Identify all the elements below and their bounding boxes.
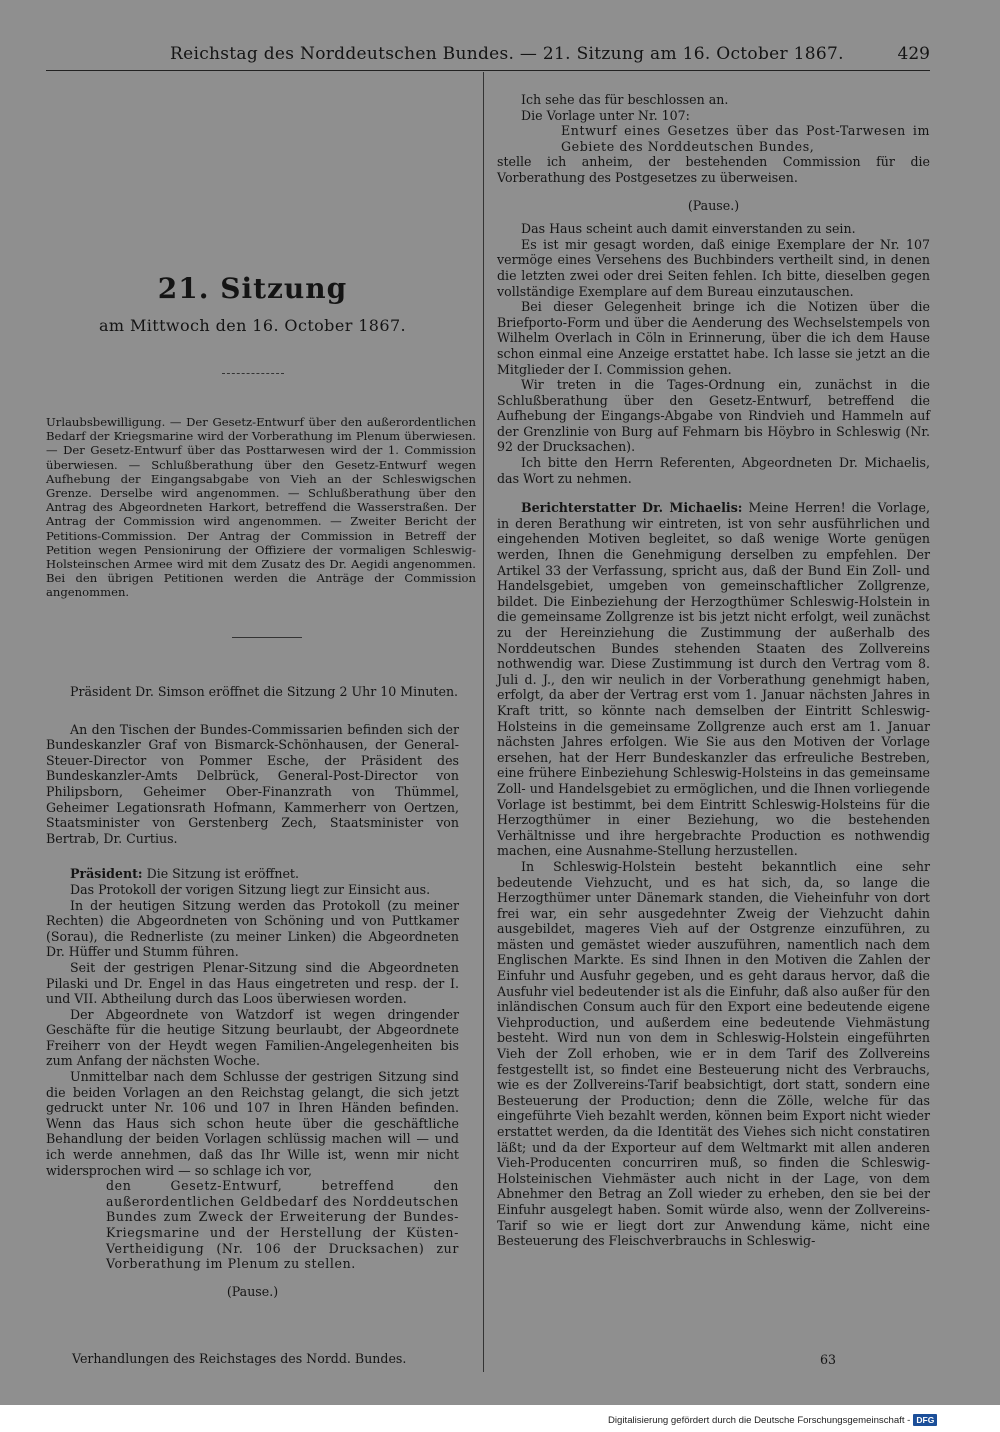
speaker-label: Präsident:	[70, 866, 143, 882]
proposals-paragraph: Unmittelbar nach dem Schlusse der gestrigen Sitzung sind die beiden Vorlagen an den Reichstag gelangt, die sich jetzt gedruckt unter Nr. 106 und 107 in Ihren Händen befinden. Wenn das Haus sich schon heute über die geschäftliche Behandlung der beiden Vorlagen schlüssig machen will — und ich werde annehmen, daß das Ihr Wille ist, wenn mir nicht widersprochen wird — so schlage ich vor,	[46, 1069, 459, 1178]
dfg-logo: DFG	[913, 1414, 937, 1426]
agenda-paragraph: Wir treten in die Tages-Ordnung ein, zunächst in die Schlußberathung über den Gesetz-Entwurf, betreffend die Aufhebung der Eingangs-Abgabe von Rindvieh und Hammeln auf der Grenzlinie von Burg auf Fehmarn bis Höybro in Schleswig (Nr. 92 der Drucksachen).	[497, 377, 930, 455]
notices-paragraph: Bei dieser Gelegenheit bringe ich die Notizen über die Briefporto-Form und über die Aenderung des Wechselstempels von Wilhelm Overlach in Cöln in Erinnerung, über die ich dem Hause schon einmal eine Anzeige erstattet habe. Ich lasse sie jetzt an die Mitglieder der I. Commission gehen.	[497, 299, 930, 377]
president-text: Die Sitzung ist eröffnet.	[142, 866, 300, 882]
pause-left: (Pause.)	[226, 1283, 279, 1299]
right-column	[497, 92, 930, 1249]
header-title: Reichstag des Norddeutschen Bundes. — 21. Sitzung am 16. October 1867.	[170, 44, 844, 64]
copies-paragraph: Es ist mir gesagt worden, daß einige Exemplare der Nr. 107 vermöge eines Versehens des Buchbinders vertheilt sind, in denen die letzten zwei oder drei Seiten fehlen. Ich bitte, dieselben gegen vollständige Exemplare auf dem Bureau einzutauschen.	[497, 236, 930, 299]
header-rule	[46, 70, 930, 71]
reporter-paragraph	[497, 500, 930, 859]
column-divider	[483, 72, 484, 1372]
running-header	[170, 44, 930, 70]
sheet-signature: 63	[820, 1352, 837, 1367]
president-paragraph	[46, 866, 459, 882]
new-members-paragraph: Seit der gestrigen Plenar-Sitzung sind die Abgeordneten Pilaski und Dr. Engel in das Haus eingetreten und resp. der I. und VII. Abtheilung durch das Loos überwiesen worden.	[46, 959, 459, 1007]
summary-rule	[232, 637, 302, 638]
opening-paragraph: Präsident Dr. Simson eröffnet die Sitzung 2 Uhr 10 Minuten.	[70, 684, 459, 699]
referent-paragraph: Ich bitte den Herrn Referenten, Abgeordneten Dr. Michaelis, das Wort zu nehmen.	[497, 455, 930, 486]
bill-106-paragraph: den Gesetz-Entwurf, betreffend den außerordentlichen Geldbedarf des Norddeutschen Bundes zum Zweck der Erweiterung der Bundes-Kriegsmarine und der Herstellung der Küsten-Vertheidigung (Nr. 106 der Drucksachen) zur Vorberathung im Plenum zu stellen.	[106, 1178, 459, 1272]
credit-text: Digitalisierung gefördert durch die Deutsche Forschungsgemeinschaft -	[608, 1415, 911, 1426]
pause-right: (Pause.)	[687, 197, 740, 213]
page-number: 429	[897, 44, 930, 64]
secretaries-paragraph: In der heutigen Sitzung werden das Protokoll (zu meiner Rechten) die Abgeordneten von Schöning und von Puttkamer (Sorau), die Rednerliste (zu meiner Linken) die Abgeordneten Dr. Hüffer und Stumm führen.	[46, 897, 459, 960]
leave-paragraph: Der Abgeordnete von Watzdorf ist wegen dringender Geschäfte für die heutige Sitzung beurlaubt, der Abgeordnete Freiherr von der Heydt wegen Familien-Angelegenheiten bis zum Anfang der nächsten Woche.	[46, 1006, 459, 1069]
agreement-paragraph: Das Haus scheint auch damit einverstanden zu sein.	[521, 221, 856, 237]
session-title: 21. Sitzung	[157, 272, 348, 305]
bill-107-title: Entwurf eines Gesetzes über das Post-Tarwesen im Gebiete des Norddeutschen Bundes,	[561, 123, 930, 154]
livestock-paragraph: In Schleswig-Holstein besteht bekanntlich eine sehr bedeutende Viehzucht, und es hat sich, da, so lange die Herzogthümer unter Dänemark standen, die Vieheinfuhr von dort frei war, ein sehr ausgedehnter Zweig der Viehzucht dahin ausgebildet, mageres Vieh auf der Ostgrenze einzuführen, zu mästen und gemästet wieder auszuführen, namentlich nach dem Englischen Markte. Es sind Ihnen in den Motiven die Zahlen der Einfuhr und Ausfuhr gegeben, und es geht daraus hervor, daß die Ausfuhr viel bedeutender ist als die Einfuhr, daß also außer für den inländischen Consum auch für den Export eine bedeutende eigene Viehproduction, und außerdem eine bedeutende Viehmästung besteht. Wird nun von dem in Schleswig-Holstein eingeführten Vieh der Zoll erhoben, wie er in dem Tarif des Zollvereins festgestellt ist, so findet eine Besteuerung nicht des Verbrauchs, wie es der Zollvereins-Tarif beabsichtigt, dort statt, sondern eine Besteuerung der Production; denn die Zölle, welche für das eingeführte Vieh bezahlt werden, können beim Export nicht wieder erstattet werden, da die Identität des Viehes sich nicht constatiren läßt; und da der Exporteur auf dem Weltmarkt mit allen anderen Vieh-Producenten concurriren muß, so finden die Schleswig-Holsteinischen Viehmäster auch nicht in der Lage, von dem Abnehmer den Betrag an Zoll wieder zu erheben, den sie bei der Einfuhr ausgelegt haben. Somit würde also, wenn der Zollvereins-Tarif so wie er liegt dort zur Anwendung käme, nicht eine Besteuerung des Fleischverbrauchs in Schleswig-	[497, 858, 930, 1249]
page-footer: Verhandlungen des Reichstages des Nordd. Bundes.	[72, 1351, 407, 1366]
session-summary: Urlaubsbewilligung. — Der Gesetz-Entwurf über den außerordentlichen Bedarf der Kriegsmarine wird der Vorberathung im Plenum überwiesen. — Der Gesetz-Entwurf über das Posttarwesen wird der 1. Commission überwiesen. — Schlußberathung über den Gesetz-Entwurf wegen Aufhebung der Eingangsabgabe von Vieh an der Schleswigschen Grenze. Derselbe wird angenommen. — Schlußberathung über den Antrag des Abgeordneten Harkort, betreffend die Wasserstraßen. Der Antrag der Commission wird angenommen. — Zweiter Bericht der Petitions-Commission. Der Antrag der Commission in Betreff der Petition wegen Pensionirung der Offiziere der vormaligen Schleswig-Holsteinschen Armee wird mit dem Zusatz des Dr. Aegidi angenommen. Bei den übrigen Petitionen werden die Anträge der Commission angenommen.	[46, 415, 476, 600]
commissioners-paragraph: An den Tischen der Bundes-Commissarien befinden sich der Bundeskanzler Graf von Bismarck-Schönhausen, der General-Steuer-Director von Pommer Esche, der Präsident des Bundeskanzler-Amts Delbrück, General-Post-Director von Philipsborn, Geheimer Ober-Finanzrath von Thümmel, Geheimer Legationsrath Hofmann, Kammerherr von Oertzen, Staatsminister von Gerstenberg Zech, Staatsminister von Bertrab, Dr. Curtius.	[46, 721, 459, 846]
reporter-label: Berichterstatter Dr. Michaelis:	[521, 500, 743, 516]
reporter-text: Meine Herren! die Vorlage, in deren Berathung wir eintreten, ist von sehr ausführlichen und eingehenden Motiven begleitet, so daß wenige Worte genügen werden, Ihnen die Genehmigung derselben zu empfehlen. Der Artikel 33 der Verfassung, spricht aus, daß der Bund Ein Zoll- und Handelsgebiet, umgeben von gemeinschaftlicher Zollgrenze, bildet. Die Einbeziehung der Herzogthümer Schleswig-Holstein in die gemeinsame Zollgrenze ist bis jetzt nicht erfolgt, weil zunächst zu der Hereinziehung die Zustimmung der außerhalb des Norddeutschen Bundes stehenden Staaten des Zollvereins nothwendig war. Diese Zustimmung ist durch den Vertrag vom 8. Juli d. J., den wir neulich in der Vorberathung genehmigt haben, erfolgt, da aber der Vertrag erst vom 1. Januar nächsten Jahres in Kraft tritt, so könnte nach demselben der Eintritt Schleswig-Holsteins in die gemeinsame Zollgrenze auch erst am 1. Januar nächsten Jahres erfolgen. Wie Sie aus den Motiven der Vorlage ersehen, hat der Herr Bundeskanzler das erfreuliche Bestreben, eine frühere Einbeziehung Schleswig-Holsteins in das gemeinsame Zoll- und Handelsgebiet zu ermöglichen, und die Ihnen vorliegende Vorlage ist bestimmt, bei dem Eintritt Schleswig-Holsteins für die Herzogthümer in einer Beziehung, wo die bestehenden Verhältnisse und ihre hergebrachte Production es nothwendig machen, eine Ausnahme-Stellung herzustellen.	[497, 500, 930, 859]
bill-107-intro: Die Vorlage unter Nr. 107:	[521, 107, 690, 123]
decision-paragraph: Ich sehe das für beschlossen an.	[521, 92, 729, 107]
left-column	[46, 684, 459, 1299]
session-date: am Mittwoch den 16. October 1867.	[98, 316, 407, 335]
protocol-paragraph: Das Protokoll der vorigen Sitzung liegt zur Einsicht aus.	[70, 881, 431, 897]
ornament-rule	[222, 373, 284, 374]
referral-paragraph: stelle ich anheim, der bestehenden Commission für die Vorberathung des Postgesetzes zu überweisen.	[497, 154, 930, 185]
digitization-credit	[608, 1414, 937, 1426]
